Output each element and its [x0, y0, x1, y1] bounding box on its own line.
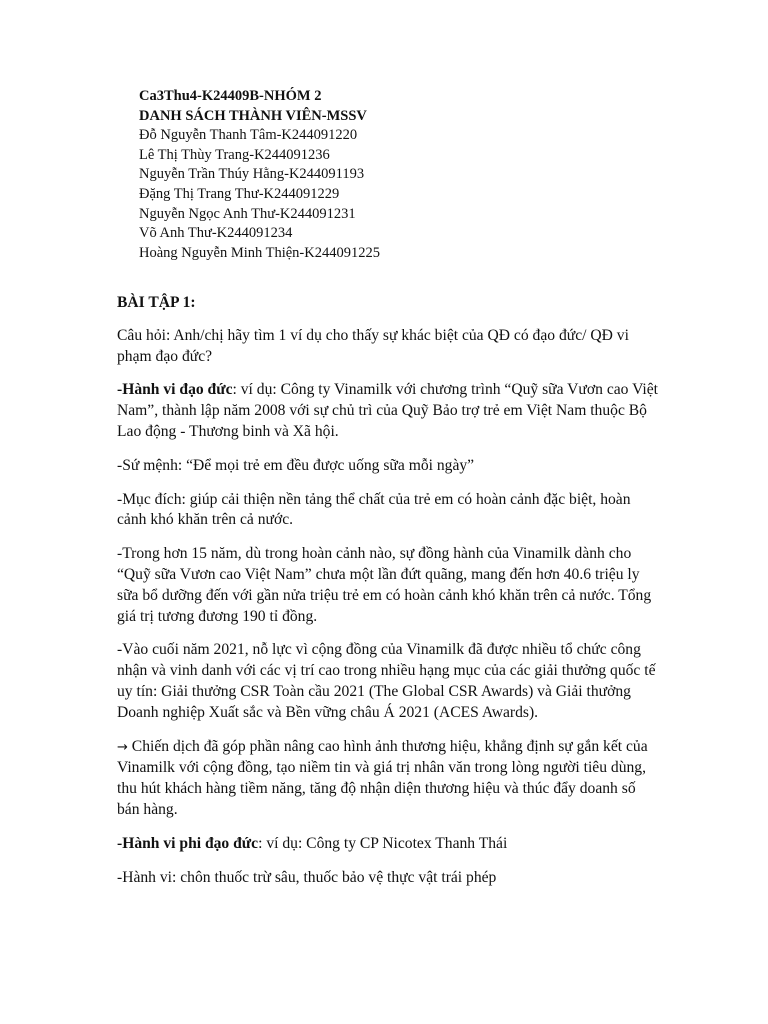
class-group-title: Ca3Thu4-K24409B-NHÓM 2 [139, 88, 322, 104]
exercise-title: BÀI TẬP 1: [117, 294, 196, 311]
member-list-title: DANH SÁCH THÀNH VIÊN-MSSV [139, 107, 367, 124]
ethical-paragraph [117, 380, 662, 442]
unethical-paragraph [117, 834, 662, 855]
purpose-paragraph: -Mục đích: giúp cải thiện nền tảng thể chất của trẻ em có hoàn cảnh đặc biệt, hoàn cảnh khó khăn trên cả nước. [117, 490, 631, 529]
member-item: Võ Anh Thư-K244091234 [139, 225, 293, 242]
member-item: Nguyễn Trần Thúy Hằng-K244091193 [139, 166, 365, 183]
unethical-label: -Hành vi phi đạo đức [117, 834, 259, 852]
ethical-label: -Hành vi đạo đức [117, 381, 233, 399]
member-item: Đặng Thị Trang Thư-K244091229 [139, 185, 340, 202]
exercise-body [117, 293, 662, 901]
member-item: Hoàng Nguyễn Minh Thiện-K244091225 [139, 244, 380, 261]
fifteen-years-paragraph: -Trong hơn 15 năm, dù trong hoàn cảnh nào, sự đồng hành của Vinamilk dành cho “Quỹ sữa Vươn cao Việt Nam” chưa một lần đứt quãng, mang đến hơn 40.6 triệu ly sữa bổ dưỡng đến với gần nửa triệu trẻ em có hoàn cảnh khó khăn trên cả nước. Tổng giá trị tương đương 190 tỉ đồng. [117, 545, 652, 625]
unethical-text: : ví dụ: Công ty CP Nicotex Thanh Thái [258, 834, 508, 852]
conclusion-paragraph [117, 737, 662, 821]
member-item: Đỗ Nguyễn Thanh Tâm-K244091220 [139, 127, 358, 144]
ethical-text: : ví dụ: Công ty Vinamilk với chương trình “Quỹ sữa Vươn cao Việt Nam”, thành lập năm 2008 với sự chủ trì của Quỹ Bảo trợ trẻ em Việt Nam thuộc Bộ Lao động - Thương binh và Xã hội. [117, 381, 658, 440]
group-header [139, 87, 699, 263]
member-item: Lê Thị Thùy Trang-K244091236 [139, 146, 330, 163]
mission-paragraph: -Sứ mệnh: “Để mọi trẻ em đều được uống sữa mỗi ngày” [117, 456, 475, 474]
right-arrow-icon: → [117, 739, 128, 755]
question-paragraph: Câu hỏi: Anh/chị hãy tìm 1 ví dụ cho thấy sự khác biệt của QĐ có đạo đức/ QĐ vi phạm đạo đức? [117, 326, 629, 365]
behavior-paragraph: -Hành vi: chôn thuốc trừ sâu, thuốc bảo vệ thực vật trái phép [117, 868, 497, 886]
conclusion-text: Chiến dịch đã góp phần nâng cao hình ảnh thương hiệu, khẳng định sự gắn kết của Vinamilk với cộng đồng, tạo niềm tin và giá trị nhân văn trong lòng người tiêu dùng, thu hút khách hàng tiềm năng, tăng độ nhận diện thương hiệu và thúc đẩy doanh số bán hàng. [117, 737, 648, 818]
member-item: Nguyễn Ngọc Anh Thư-K244091231 [139, 205, 356, 222]
awards-paragraph: -Vào cuối năm 2021, nỗ lực vì cộng đồng của Vinamilk đã được nhiều tổ chức công nhận và vinh danh với các vị trí cao trong nhiều hạng mục của các giải thưởng quốc tế uy tín: Giải thưởng CSR Toàn cầu 2021 (The Global CSR Awards) và Giải thưởng Doanh nghiệp Xuất sắc và Bền vững châu Á 2021 (ACES Awards). [117, 641, 656, 721]
